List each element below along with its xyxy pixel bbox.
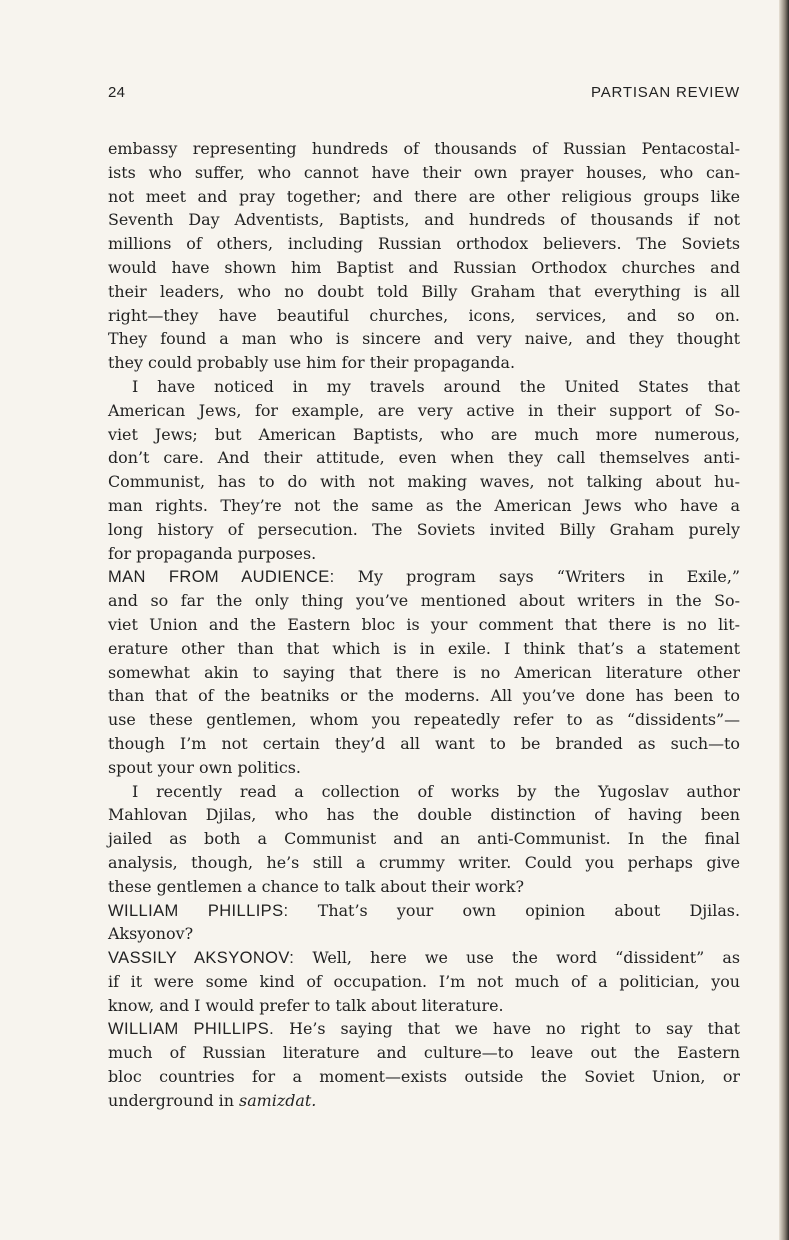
text-line: these gentlemen a chance to talk about their work? <box>108 876 524 896</box>
text-line: much of Russian literature and culture—to leave out the Eastern <box>108 1043 740 1063</box>
speaker-line <box>108 899 740 923</box>
speaker-william-phillips: WILLIAM PHILLIPS: <box>108 901 289 920</box>
text-line: bloc countries for a moment—exists outside the Soviet Union, or <box>108 1067 740 1087</box>
page-edge-shadow <box>779 0 789 1240</box>
text-line: don’t care. And their attitude, even when they call themselves anti- <box>108 448 740 468</box>
text-line: viet Union and the Eastern bloc is your comment that there is no lit- <box>108 614 740 634</box>
text-line: know, and I would prefer to talk about literature. <box>108 995 504 1015</box>
page-number: 24 <box>108 84 126 101</box>
text-line: ists who suffer, who cannot have their own prayer houses, who can- <box>108 162 740 182</box>
speaker-line <box>108 946 740 970</box>
text-line: not meet and pray together; and there are other religious groups like <box>108 186 740 206</box>
text-line: would have shown him Baptist and Russian Orthodox churches and <box>108 257 740 277</box>
samizdat-italic: samizdat. <box>239 1090 317 1110</box>
text-line: embassy representing hundreds of thousands of Russian Pentacostal- <box>108 139 740 158</box>
body-text <box>108 137 740 1113</box>
text-line <box>108 1089 740 1113</box>
text-line: I recently read a collection of works by the Yugoslav author <box>132 781 740 801</box>
text-span: He’s saying that we have no right to say that <box>289 1019 740 1039</box>
text-line: their leaders, who no doubt told Billy Graham that everything is all <box>108 281 740 301</box>
text-line: I have noticed in my travels around the United States that <box>132 376 740 396</box>
text-line: jailed as both a Communist and an anti-Communist. In the final <box>108 829 740 849</box>
text-line: Aksyonov? <box>108 924 194 944</box>
text-line: viet Jews; but American Baptists, who are much more numerous, <box>108 424 740 444</box>
text-span: underground in <box>108 1090 240 1110</box>
text-span: That’s your own opinion about Djilas. <box>317 900 740 920</box>
text-line: man rights. They’re not the same as the American Jews who have a <box>108 495 740 515</box>
text-line: than that of the beatniks or the moderns. All you’ve done has been to <box>108 686 740 706</box>
speaker-william-phillips-2: WILLIAM PHILLIPS. <box>108 1020 275 1039</box>
text-line: and so far the only thing you’ve mentioned about writers in the So- <box>108 591 740 611</box>
text-span: Well, here we use the word “dissident” as <box>312 948 740 968</box>
text-span: My program says “Writers in Exile,” <box>357 567 741 587</box>
text-line: Seventh Day Adventists, Baptists, and hundreds of thousands if not <box>108 210 740 230</box>
speaker-vassily-aksyonov: VASSILY AKSYONOV: <box>108 949 295 968</box>
text-line: spout your own politics. <box>108 757 301 777</box>
text-line: though I’m not certain they’d all want to be branded as such—to <box>108 733 740 753</box>
text-line: use these gentlemen, whom you repeatedly refer to as “dissidents”— <box>108 710 740 730</box>
text-line: erature other than that which is in exile. I think that’s a statement <box>108 638 740 658</box>
speaker-line <box>108 565 740 589</box>
text-line: Communist, has to do with not making waves, not talking about hu- <box>108 472 740 492</box>
text-line: long history of persecution. The Soviets invited Billy Graham purely <box>108 519 740 539</box>
text-line: Mahlovan Djilas, who has the double distinction of having been <box>108 805 740 825</box>
text-line: they could probably use him for their propaganda. <box>108 353 516 373</box>
text-line: analysis, though, he’s still a crummy writer. Could you perhaps give <box>108 852 740 872</box>
speaker-line <box>108 1017 740 1041</box>
page-header <box>108 84 740 104</box>
text-line: right—they have beautiful churches, icons, services, and so on. <box>108 305 740 325</box>
text-line: They found a man who is sincere and very naive, and they thought <box>108 329 740 349</box>
text-line: if it were some kind of occupation. I’m not much of a politician, you <box>108 971 740 991</box>
running-head: PARTISAN REVIEW <box>591 84 740 101</box>
text-line: millions of others, including Russian orthodox believers. The Soviets <box>108 234 740 254</box>
text-line: somewhat akin to saying that there is no American literature other <box>108 662 740 682</box>
text-line: for propaganda purposes. <box>108 543 317 563</box>
speaker-man-from-audience: MAN FROM AUDIENCE: <box>108 568 335 587</box>
text-line: American Jews, for example, are very active in their support of So- <box>108 400 740 420</box>
